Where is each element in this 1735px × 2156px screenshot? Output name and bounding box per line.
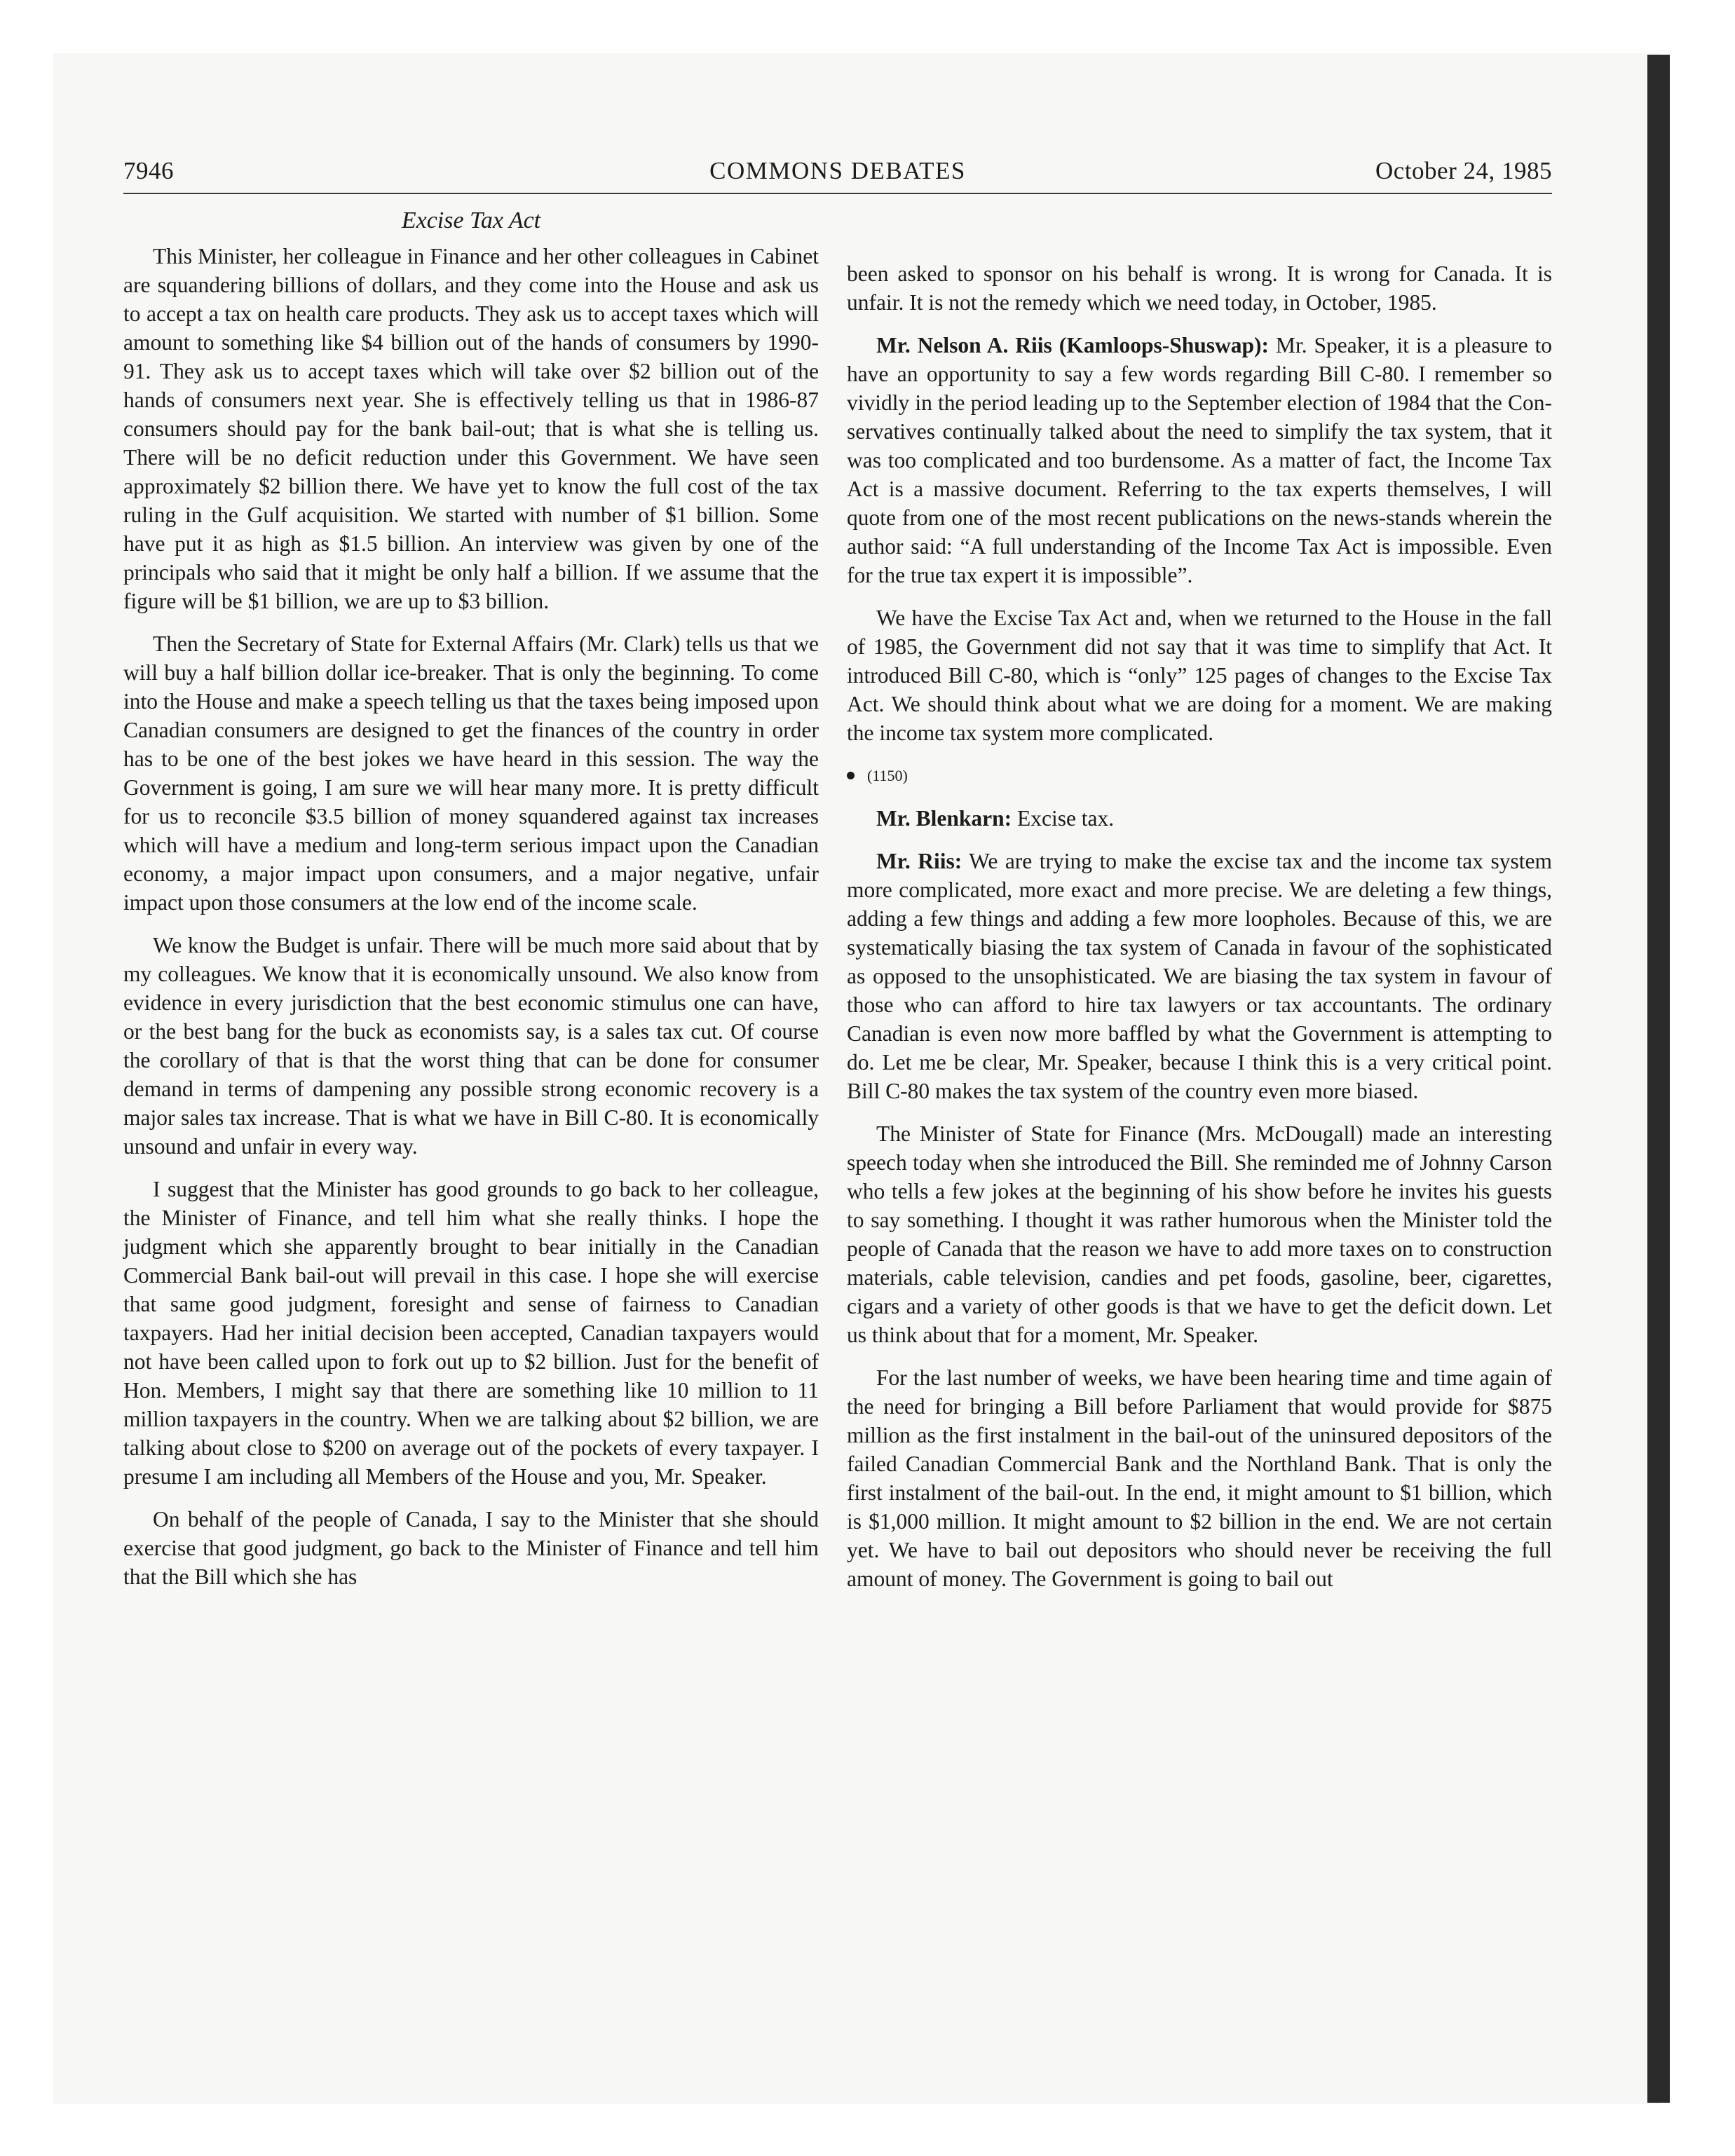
- speaker-name: Mr. Blenkarn:: [876, 806, 1012, 831]
- publication-date: October 24, 1985: [1375, 157, 1552, 184]
- paragraph: I suggest that the Minister has good grounds to go back to her colleague, the Minister of Finance, and tell him what she really thinks. I hope the judgment which she apparently brought to bear initially in the Canadian Commercial Bank bail-out will prevail in this case. I hope she will exercise that same good judgment, foresight and sense of fairness to Canadian taxpayers. Had her initial decision been accepted, Canadian taxpayers would not have been called upon to fork out up to $2 billion. Just for the benefit of Hon. Members, I might say that there are something like 10 million to 11 million taxpayers in the country. When we are talking about $2 billion, we are talking about close to $200 on average out of the pockets of every taxpayer. I presume I am including all Members of the House and you, Mr. Speaker.: [123, 1177, 819, 1489]
- right-column: [847, 259, 1552, 1607]
- paragraph: We have the Excise Tax Act and, when we returned to the House in the fall of 1985, the Government did not say that it was time to simplify that Act. It introduced Bill C-80, which is “only” 125 pages of changes to the Excise Tax Act. We should think about what we are doing for a moment. We are making the income tax system more complicated.: [847, 606, 1552, 745]
- bullet-icon: [847, 772, 855, 779]
- time-marker-text: (1150): [867, 767, 908, 784]
- header-rule: [123, 193, 1552, 194]
- section-title: Excise Tax Act: [401, 207, 541, 233]
- left-column: [123, 202, 819, 1605]
- paragraph: On behalf of the people of Canada, I say to the Minister that she should exercise that good judgment, go back to the Minister of Finance and tell him that the Bill which she has: [123, 1507, 819, 1589]
- speech-text: We are trying to make the excise tax and the income tax system more complicated, more exact and more precise. We are deleting a few things, adding a few things and adding a few more loopholes. Because of this, we are systematically biasing the tax system of Canada in favour of the sophisticated as opposed to the unsophisticated. We are biasing the tax system in favour of those who can afford to hire tax lawyers or tax accountants. The ordinary Canadian is even now more baffled by what the Government is attempting to do. Let me be clear, Mr. Speaker, because I think this is a very critical point. Bill C-80 makes the tax system of the country even more biased.: [847, 849, 1552, 1103]
- speech-text: Excise tax.: [1012, 806, 1115, 831]
- paragraph: For the last number of weeks, we have been hearing time and time again of the need for bringing a Bill before Parliament that would provide for $875 million as the first instalment in the bail-out of the uninsured depositors of the failed Canadian Commercial Bank and the Northland Bank. That is only the first instalment of the bail-out. In the end, it might amount to $1 billion, which is $1,000 million. It might amount to $2 billion in the end. We are not certain yet. We have to bail out depositors who should never be receiving the full amount of money. The Government is going to bail out: [847, 1365, 1552, 1591]
- speaker-name: Mr. Riis:: [876, 849, 962, 873]
- page-number: 7946: [123, 157, 174, 184]
- paragraph: This Minister, her colleague in Finance and her other colleagues in Cabinet are squandering billions of dollars, and they come into the House and ask us to accept a tax on health care products. They ask us to accept taxes which will amount to something like $4 billion out of the hands of consumers by 1990-91. They ask us to accept taxes which will take over $2 billion out of the hands of consumers next year. She is effectively telling us that in 1986-87 consumers should pay for the bank bail-out; that is what she is telling us. There will be no deficit reduction under this Government. We have seen approximately $2 billion there. We have yet to know the full cost of the tax ruling in the Gulf acquisition. We started with number of $1 billion. Some have put it as high as $1.5 billion. An interview was given by one of the principals who said that it might be only half a billion. If we assume that the figure will be $1 billion, we are up to $3 billion.: [123, 244, 819, 613]
- speech-blenkarn: [847, 804, 1552, 833]
- speech-riis-2: [847, 847, 1552, 1105]
- paragraph-continuation: been asked to sponsor on his behalf is wrong. It is wrong for Canada. It is unfair. It is not the remedy which we need today, in October, 1985.: [847, 261, 1552, 315]
- paragraph: We know the Budget is unfair. There will be much more said about that by my colleagues. We know that it is economically unsound. We also know from evidence in every jurisdiction that the best economic stimulus one can have, or the best bang for the buck as economists say, is a sales tax cut. Of course the corollary of that is that the worst thing that can be done for consumer demand in terms of dampening any possible strong economic recovery is a major sales tax increase. That is what we have in Bill C-80. It is economically unsound and unfair in every way.: [123, 933, 819, 1159]
- speaker-name: Mr. Nelson A. Riis (Kamloops-Shuswap):: [876, 333, 1270, 357]
- paragraph: The Minister of State for Finance (Mrs. McDougall) made an interesting speech today when she introduced the Bill. She reminded me of Johnny Carson who tells a few jokes at the beginning of his show before he invites his guests to say something. I thought it was rather humorous when the Minister told the people of Canada that the reason we have to add more taxes on to construction materials, cable television, candies and pet foods, gasoline, beer, cigarettes, cigars and a variety of other goods is that we have to get the deficit down. Let us think about that for a moment, Mr. Speaker.: [847, 1121, 1552, 1347]
- publication-title: COMMONS DEBATES: [709, 157, 966, 184]
- page-header: [123, 157, 1552, 188]
- paragraph: Then the Secretary of State for External Affairs (Mr. Clark) tells us that we will buy a half billion dollar ice-breaker. That is only the beginning. To come into the House and make a speech telling us that the taxes being imposed upon Canadian consumers are designed to get the finances of the country in order has to be one of the best jokes we have heard in this session. The way the Government is going, I am sure we will hear many more. It is pretty difficult for us to reconcile $3.5 billion of money squandered against tax increases which will have a medium and long-term serious impact upon the Canadian economy, a major impact upon consumers, and a major negative, unfair impact upon those consumers at the low end of the income scale.: [123, 632, 819, 915]
- scan-edge-shadow: [1647, 55, 1670, 2103]
- time-marker: [847, 761, 1552, 790]
- speech-riis: [847, 331, 1552, 589]
- speech-text: Mr. Speaker, it is a pleasure to have an opportunity to say a few words regarding Bill C-80. I remember so vividly in the period leading up to the September election of 1984 that the Conservatives continually talked about the need to simplify the tax system, that it was too complicated and too burdensome. As a matter of fact, the Income Tax Act is a massive document. Referring to the tax experts themselves, I will quote from one of the most recent publications on the news-stands wherein the author said: “A full understanding of the Income Tax Act is impossible. Even for the true tax expert it is impossible”.: [847, 333, 1552, 587]
